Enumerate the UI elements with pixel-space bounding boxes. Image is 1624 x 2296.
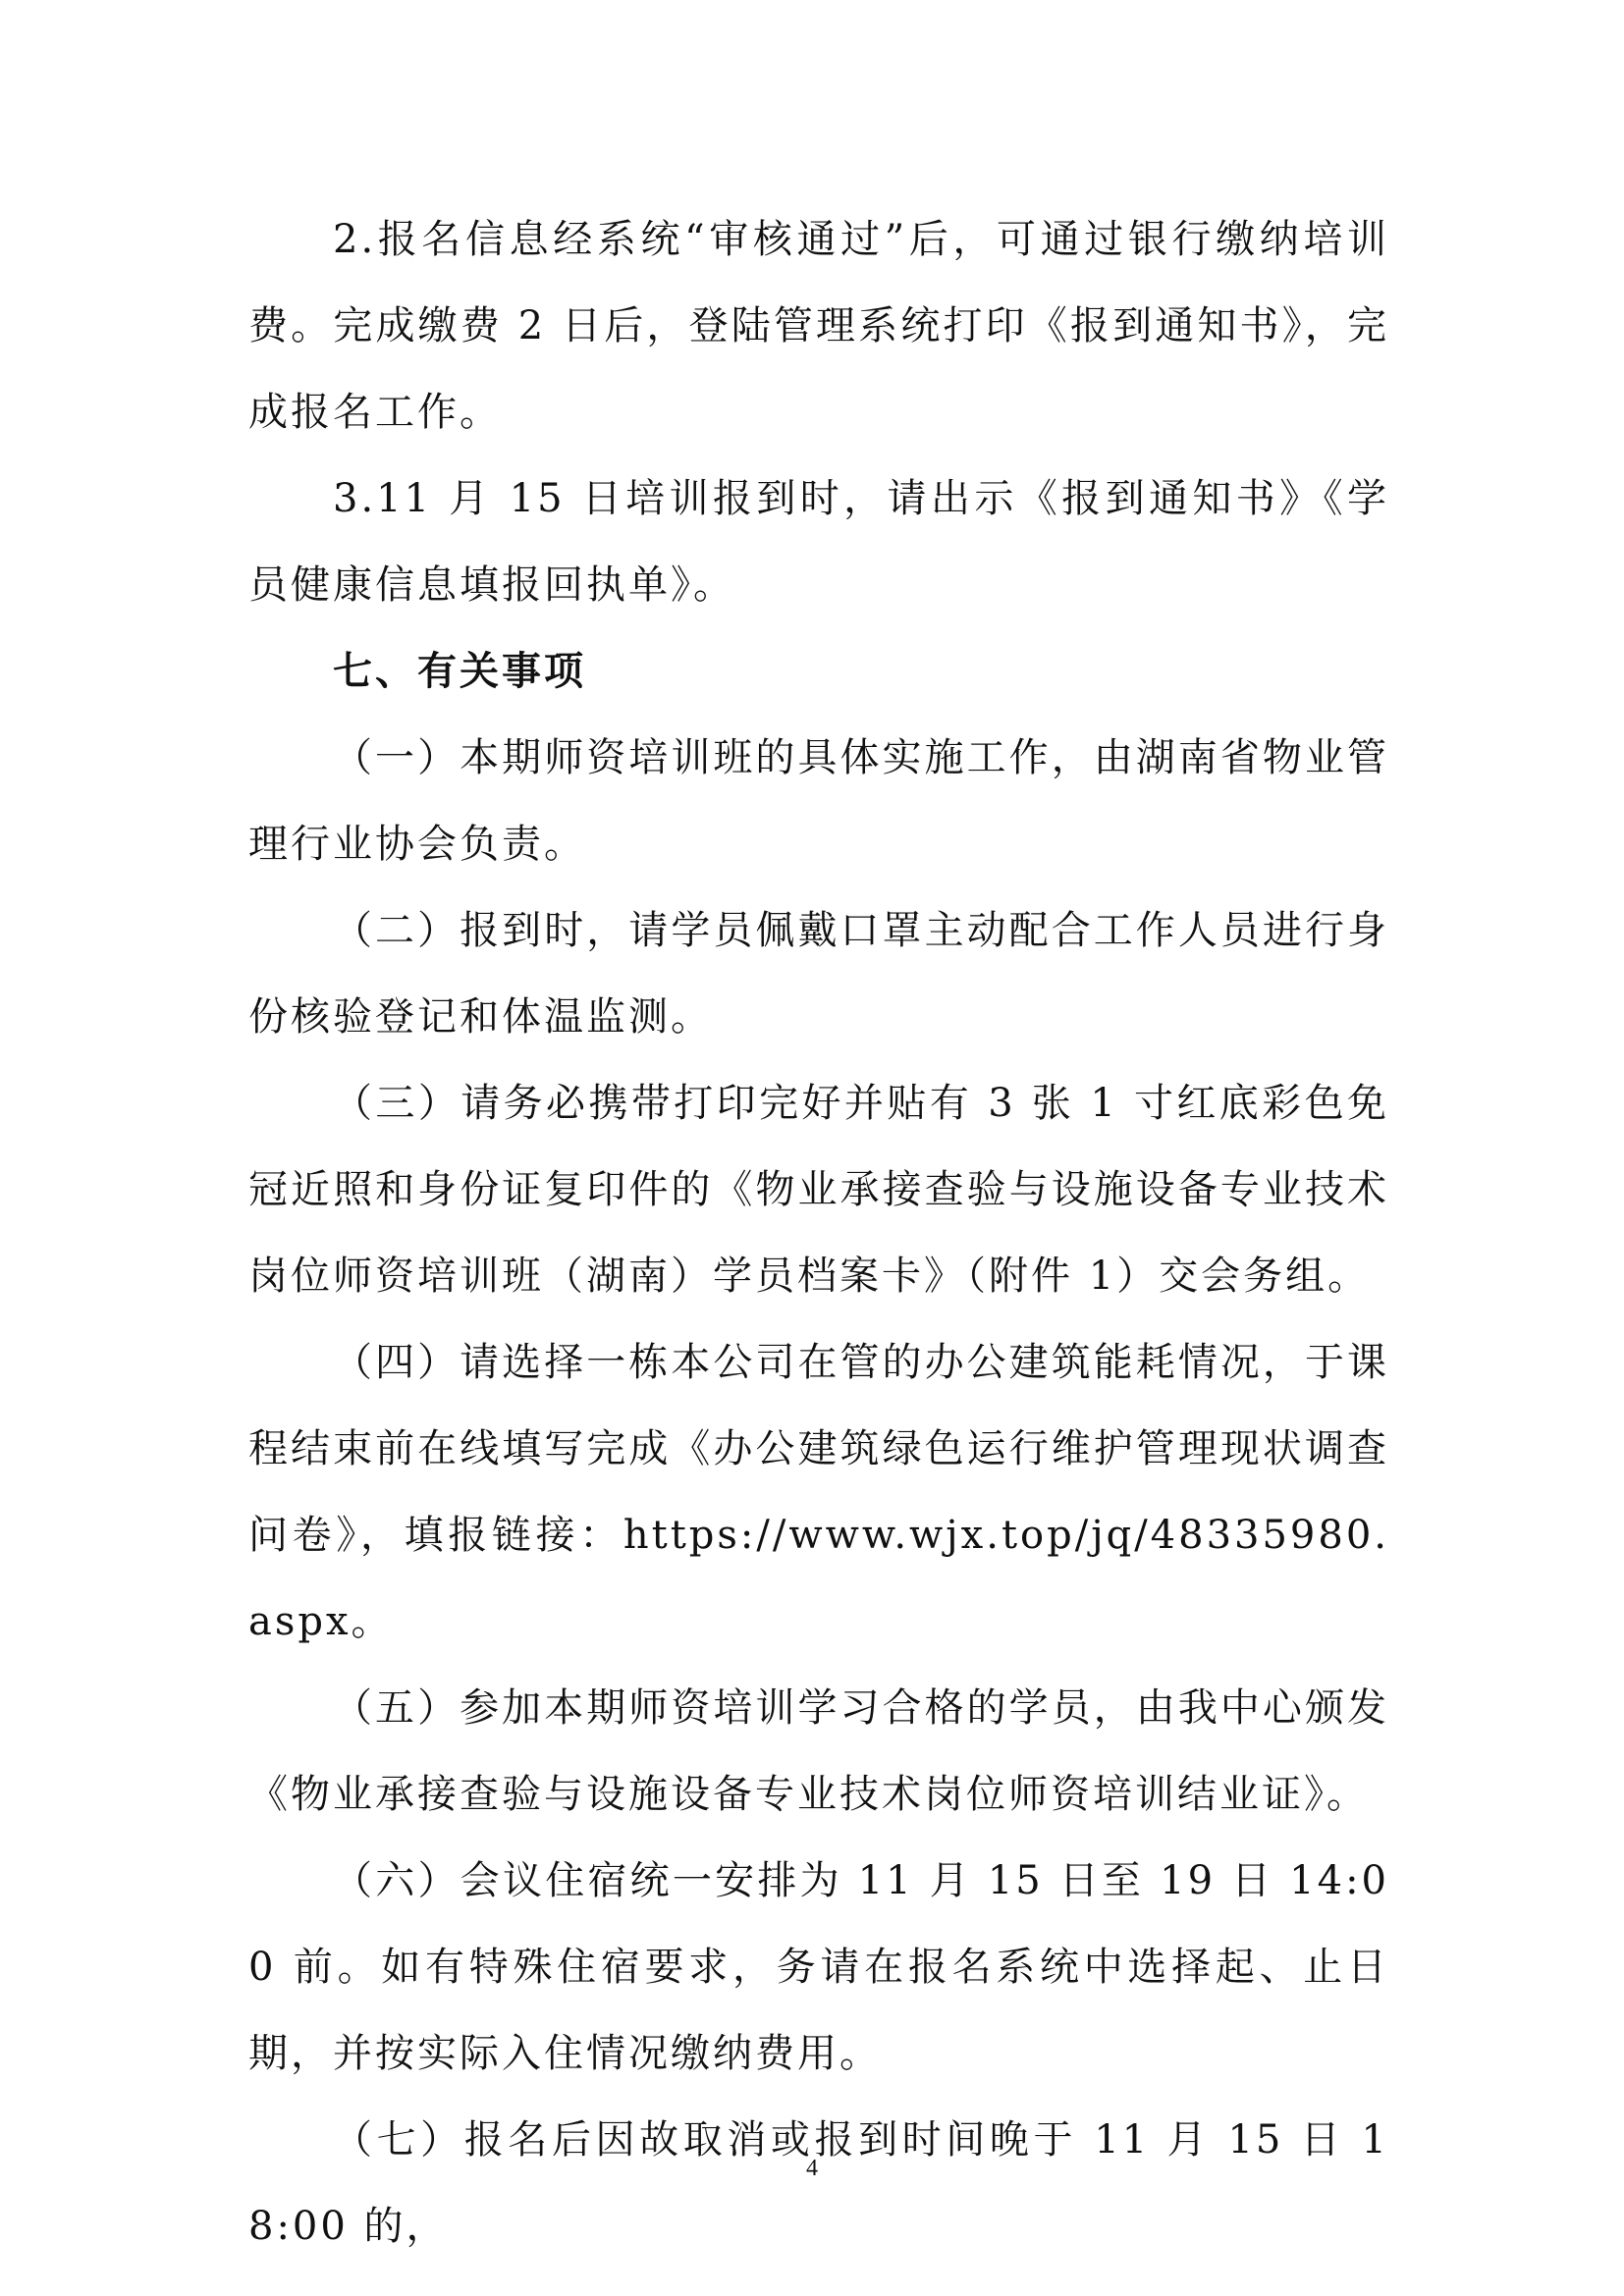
document-body [248,196,1389,2269]
section-heading-related-matters: 七、有关事项 [333,649,586,694]
paragraph-item-2: （二）报到时，请学员佩戴口罩主动配合工作人员进行身份核验登记和体温监测。 [248,908,1389,1040]
paragraph-check-in-documents: 3.11 月 15 日培训报到时，请出示《报到通知书》《学员健康信息填报回执单》。 [248,476,1389,608]
paragraph-item-7: （七）报名后因故取消或报到时间晚于 11 月 15 日 18:00 的， [248,2117,1389,2249]
paragraph-item-6: （六）会议住宿统一安排为 11 月 15 日至 19 日 14:00 前。如有特殊住宿要求，务请在报名系统中选择起、止日期，并按实际入住情况缴纳费用。 [248,1858,1389,2076]
paragraph-registration-payment: 2.报名信息经系统“审核通过”后，可通过银行缴纳培训费。完成缴费 2 日后，登陆管理系统打印《报到通知书》，完成报名工作。 [248,217,1389,435]
paragraph-item-4: （四）请选择一栋本公司在管的办公建筑能耗情况，于课程结束前在线填写完成《办公建筑绿色运行维护管理现状调查问卷》，填报链接：https://www.wjx.top/jq/48335980.aspx。 [248,1340,1389,1644]
paragraph-item-3: （三）请务必携带打印完好并贴有 3 张 1 寸红底彩色免冠近照和身份证复印件的《物业承接查验与设施设备专业技术岗位师资培训班（湖南）学员档案卡》（附件 1）交会务组。 [248,1081,1389,1299]
page-number: 4 [806,2156,818,2181]
paragraph-item-1: （一）本期师资培训班的具体实施工作，由湖南省物业管理行业协会负责。 [248,735,1389,867]
paragraph-item-5: （五）参加本期师资培训学习合格的学员，由我中心颁发《物业承接查验与设施设备专业技术岗位师资培训结业证》。 [248,1685,1389,1817]
